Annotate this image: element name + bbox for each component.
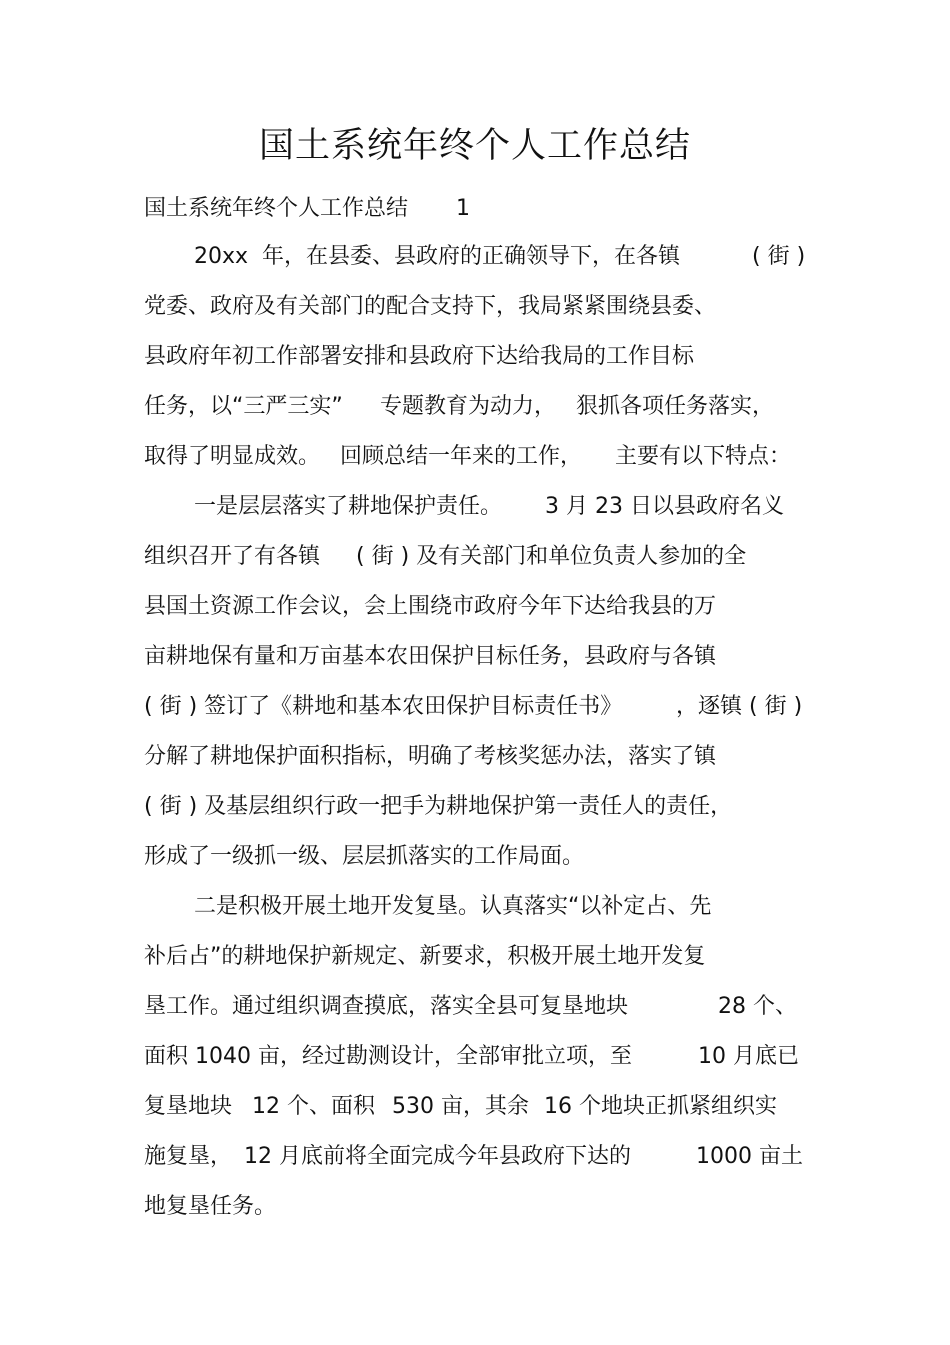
paragraph-line: [0, 990, 950, 1024]
paragraph-line: [0, 1040, 950, 1074]
text-segment: 组织召开了有各镇: [144, 544, 321, 569]
text-segment: 年，在县委、县政府的正确领导下，在各镇: [262, 244, 681, 269]
paragraph-line: [0, 790, 950, 824]
paragraph-line: [0, 890, 950, 924]
text-segment: 二是积极开展土地开发复垦。认真落实“以补定占、先: [194, 894, 712, 919]
paragraph-line: [0, 1140, 950, 1174]
paragraph-line: [0, 690, 950, 724]
text-segment: 530 亩，其余: [392, 1094, 529, 1119]
text-segment: ，逐镇 ( 街 ): [676, 694, 803, 719]
paragraph-line: [0, 940, 950, 974]
text-segment: 1000 亩土: [696, 1144, 803, 1169]
text-segment: ( 街 ) 及基层组织行政一把手为耕地保护第一责任人的责任，: [144, 794, 733, 819]
paragraph-line: [0, 1190, 950, 1224]
text-segment: 12 个、面积: [252, 1094, 375, 1119]
paragraph-line: [0, 340, 950, 374]
text-segment: 分解了耕地保护面积指标，明确了考核奖惩办法，落实了镇: [144, 744, 717, 769]
text-segment: 狠抓各项任务落实，: [576, 394, 775, 419]
text-segment: 复垦地块: [144, 1094, 233, 1119]
text-segment: 垦工作。通过组织调查摸底，落实全县可复垦地块: [144, 994, 629, 1019]
paragraph-line: [0, 1090, 950, 1124]
section-heading: [0, 192, 950, 226]
paragraph-line: [0, 290, 950, 324]
text-segment: 取得了明显成效。: [144, 444, 321, 469]
text-segment: 形成了一级抓一级、层层抓落实的工作局面。: [144, 844, 585, 869]
paragraph-line: [0, 590, 950, 624]
paragraph-line: [0, 640, 950, 674]
text-segment: 国土系统年终个人工作总结: [144, 196, 409, 221]
paragraph-line: [0, 390, 950, 424]
section-number: 1: [456, 196, 470, 221]
text-segment: 县国土资源工作会议，会上围绕市政府今年下达给我县的万: [144, 594, 717, 619]
text-segment: 主要有以下特点：: [615, 444, 792, 469]
paragraph-line: [0, 740, 950, 774]
text-segment: 亩耕地保有量和万亩基本农田保护目标任务，县政府与各镇: [144, 644, 717, 669]
text-segment: ( 街 ) 签订了《耕地和基本农田保护目标责任书》: [144, 694, 623, 719]
text-segment: ( 街 ) 及有关部门和单位负责人参加的全: [356, 544, 747, 569]
text-segment: 面积 1040 亩，经过勘测设计，全部审批立项，至: [144, 1044, 632, 1069]
text-segment: 施复垦，: [144, 1144, 233, 1169]
text-segment: 一是层层落实了耕地保护责任。: [194, 494, 503, 519]
document-title: 国土系统年终个人工作总结: [258, 126, 691, 166]
text-segment: 28 个、: [718, 994, 797, 1019]
paragraph-line: [0, 440, 950, 474]
paragraph-line: [0, 540, 950, 574]
text-segment: 20xx: [194, 244, 249, 269]
text-segment: 地复垦任务。: [144, 1194, 277, 1219]
paragraph-line: [0, 840, 950, 874]
text-segment: 补后占”的耕地保护新规定、新要求，积极开展土地开发复: [144, 944, 706, 969]
text-segment: 回顾总结一年来的工作，: [340, 444, 583, 469]
text-segment: 3 月 23 日以县政府名义: [545, 494, 784, 519]
text-segment: 党委、政府及有关部门的配合支持下，我局紧紧围绕县委、: [144, 294, 717, 319]
paragraph-line: [0, 490, 950, 524]
text-segment: 10 月底已: [698, 1044, 799, 1069]
text-segment: 专题教育为动力，: [380, 394, 557, 419]
text-segment: 任务，以“三严三实”: [144, 394, 343, 419]
text-segment: ( 街 ): [752, 244, 806, 269]
paragraph-line: [0, 240, 950, 274]
text-segment: 12 月底前将全面完成今年县政府下达的: [244, 1144, 631, 1169]
text-segment: 县政府年初工作部署安排和县政府下达给我局的工作目标: [144, 344, 695, 369]
text-segment: 16 个地块正抓紧组织实: [544, 1094, 777, 1119]
